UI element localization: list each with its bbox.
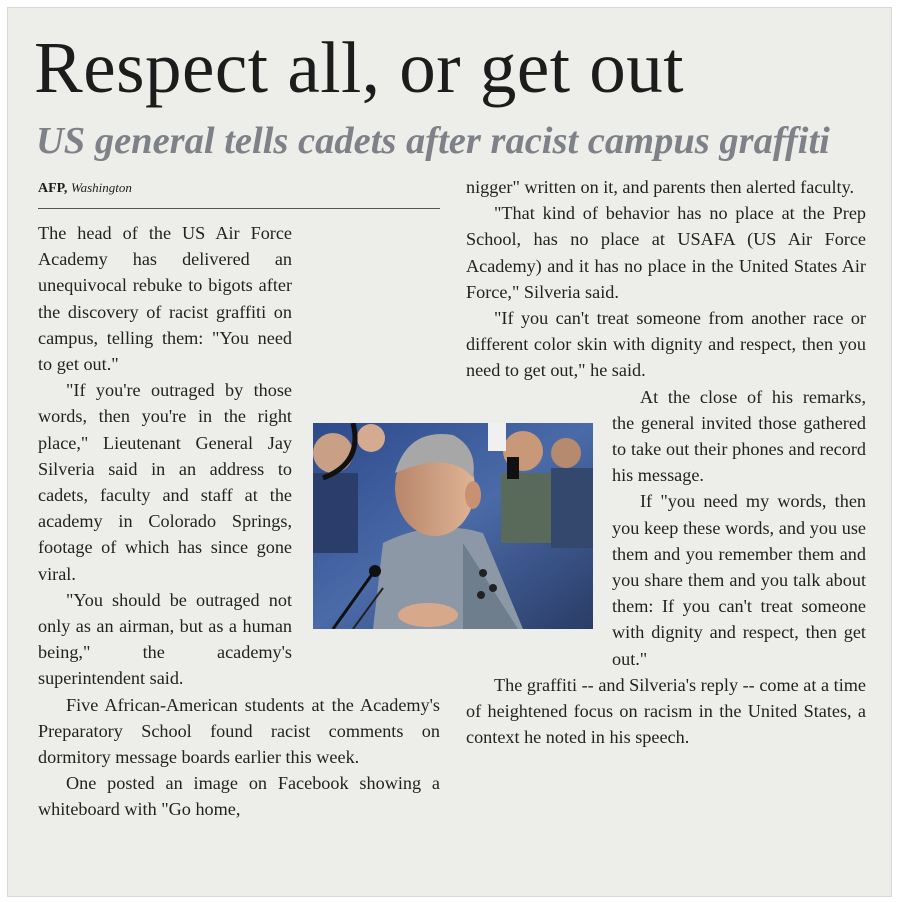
paragraph: "That kind of behavior has no place at the Prep School, has no place at USAFA (US Air Force Academy) and it has no place in the United States Air Force," Silveria said.	[466, 203, 866, 302]
headline: Respect all, or get out	[34, 27, 685, 108]
paragraph: Five African-American students at the Academy's Preparatory School found racist comments on dormitory message boards earlier this week.	[38, 694, 440, 768]
paragraph: "If you can't treat someone from another race or different color skin with dignity and respect, then you need to get out," he said.	[466, 308, 866, 381]
paragraph: One posted an image on Facebook showing a whiteboard with "Go home,	[38, 773, 440, 820]
paragraph: At the close of his remarks, the general invited those gathered to take out their phones and record his message.	[612, 386, 866, 486]
paragraph: "You should be outraged not only as an airman, but as a human being," the academy's superintendent said.	[38, 589, 292, 689]
byline	[38, 178, 132, 199]
byline-agency: AFP,	[38, 181, 68, 196]
subhead: US general tells cadets after racist campus graffiti	[36, 120, 830, 162]
general-speaking-photo	[313, 423, 593, 629]
paragraph: The graffiti -- and Silveria's reply -- come at a time of heightened focus on racism in the United States, a context he noted in his speech.	[466, 674, 866, 748]
paragraph: "If you're outraged by those words, then you're in the right place," Lieutenant General Jay Silveria said in an address to cadets, faculty and staff at the academy in Colorado Springs, footage of which has since gone viral.	[38, 380, 292, 584]
paragraph: The head of the US Air Force Academy has delivered an unequivocal rebuke to bigots after the discovery of racist graffiti on campus, telling them: "You need to get out."	[38, 223, 292, 375]
paragraph: If "you need my words, then you keep these words, and you use them and you remember them and you share them and you talk about them: If you can't treat someone with dignity and respect, then get out."	[612, 491, 866, 669]
byline-place: Washington	[70, 180, 132, 195]
byline-rule	[38, 208, 440, 209]
paragraph: nigger" written on it, and parents then alerted faculty.	[466, 177, 855, 197]
